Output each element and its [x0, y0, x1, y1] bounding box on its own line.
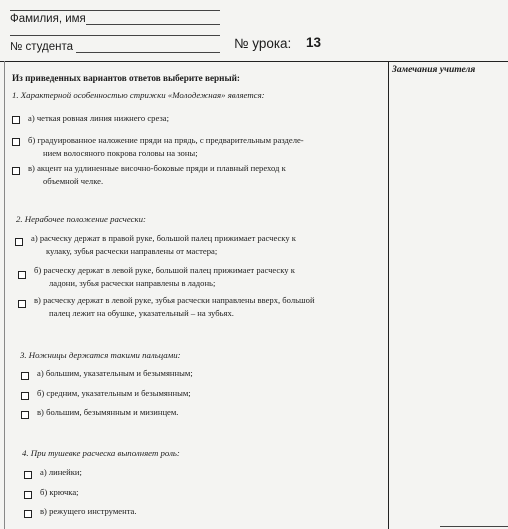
option-q3-a: а) большим, указательным и безымянным;: [37, 368, 193, 378]
option-q3-b: б) средним, указательным и безымянным;: [37, 388, 191, 398]
lesson-label: № урока:: [234, 36, 292, 51]
checkbox-q4-a[interactable]: [24, 471, 32, 479]
question-1: 1. Характерной особенностью стрижки «Молодежная» является:: [12, 90, 265, 100]
name-label: Фамилия, имя: [10, 13, 86, 25]
name-field-line-2[interactable]: [10, 35, 220, 36]
frame-divider: [388, 61, 389, 529]
option-q3-c: в) большим, безымянным и мизинцем.: [37, 407, 179, 417]
option-q2-a: а) расческу держат в правой руке, большой палец прижимает расческу к кулаку, зубья расчески направлены от мастера;: [31, 233, 296, 256]
option-q1-a: а) четкая ровная линия нижнего среза;: [28, 113, 169, 123]
checkbox-q1-b[interactable]: [12, 138, 20, 146]
frame-top: [0, 61, 508, 62]
checkbox-q3-a[interactable]: [21, 372, 29, 380]
option-q1-b: б) градуированное наложение пряди на прядь, с предварительным разделе- нием волосяного покрова головы на зоны;: [28, 135, 304, 158]
student-field-line[interactable]: [76, 52, 220, 53]
checkbox-q2-c[interactable]: [18, 300, 26, 308]
lesson-number: 13: [306, 35, 322, 50]
option-q2-c: в) расческу держат в левой руке, зубья расчески направлены вверх, большой палец лежит на обушке, указательный – на зубьях.: [34, 295, 315, 318]
checkbox-q2-b[interactable]: [18, 271, 26, 279]
checkbox-q4-b[interactable]: [24, 491, 32, 499]
instructions: Из приведенных вариантов ответов выберите верный:: [12, 73, 240, 83]
option-q4-c: в) режущего инструмента.: [40, 506, 137, 516]
question-3: 3. Ножницы держатся такими пальцами:: [20, 350, 181, 360]
option-q4-a: а) линейки;: [40, 467, 82, 477]
checkbox-q4-c[interactable]: [24, 510, 32, 518]
checkbox-q1-a[interactable]: [12, 116, 20, 124]
question-4: 4. При тушевке расческа выполняет роль:: [22, 448, 180, 458]
name-field-line[interactable]: [86, 24, 220, 25]
option-q2-b: б) расческу держат в левой руке, большой палец прижимает расческу к ладони, зубья расчески направлены в ладонь;: [34, 265, 295, 288]
checkbox-q3-b[interactable]: [21, 392, 29, 400]
frame-left: [4, 61, 5, 529]
teacher-notes-title: Замечания учителя: [392, 65, 476, 75]
checkbox-q1-c[interactable]: [12, 167, 20, 175]
frame-bottom-tick: [440, 526, 508, 527]
checkbox-q2-a[interactable]: [15, 238, 23, 246]
option-q4-b: б) крючка;: [40, 487, 79, 497]
student-label: № студента: [10, 41, 74, 53]
checkbox-q3-c[interactable]: [21, 411, 29, 419]
question-2: 2. Нерабочее положение расчески:: [16, 214, 146, 224]
top-rule: [10, 10, 220, 11]
option-q1-c: в) акцент на удлиненные височно-боковые пряди и плавный переход к объемной челке.: [28, 163, 286, 186]
